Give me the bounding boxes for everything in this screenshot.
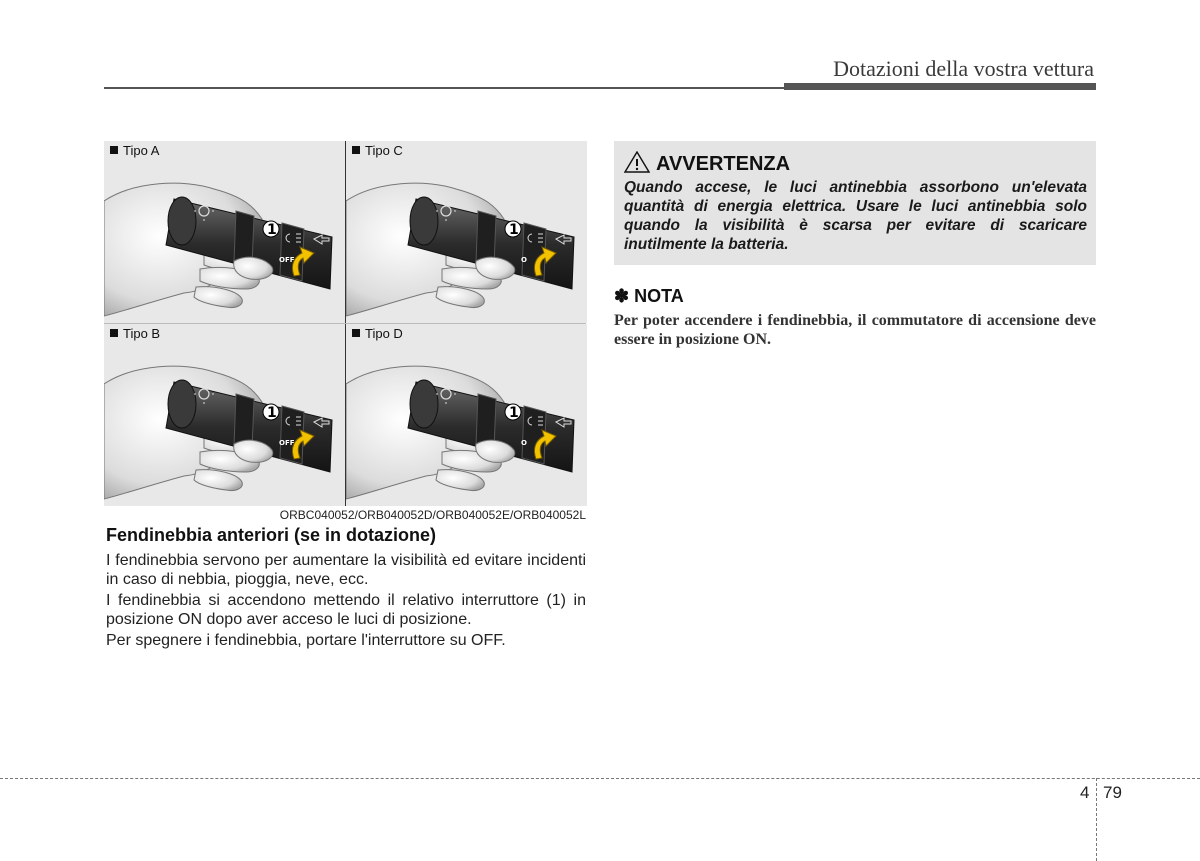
paragraph: I fendinebbia si accendono mettendo il relativo interruttore (1) in posizione ON dopo aver acceso le luci di posizione. — [106, 592, 586, 628]
panel-tipo-a — [104, 141, 345, 323]
warning-triangle-icon — [624, 151, 650, 173]
panel-label: Tipo A — [110, 143, 159, 158]
warning-title — [624, 151, 790, 176]
footer-divider — [0, 778, 1200, 779]
paragraph: Per spegnere i fendinebbia, portare l'interruttore su OFF. — [106, 632, 506, 649]
switch-mark-1: 1 — [509, 405, 519, 421]
header-rule-accent — [784, 83, 1096, 90]
page-chapter: 4 — [1080, 783, 1090, 802]
hand-stalk-illustration — [104, 324, 345, 506]
warning-title-text: AVVERTENZA — [656, 153, 791, 175]
switch-mark-o: O — [521, 256, 527, 264]
note-text: Per poter accendere i fendinebbia, il commutatore di accensione deve essere in posizione ON. — [614, 312, 1096, 348]
hand-stalk-illustration — [346, 324, 587, 506]
switch-mark-1: 1 — [509, 222, 519, 238]
panel-label: Tipo D — [352, 326, 403, 341]
paragraph: I fendinebbia servono per aumentare la visibilità ed evitare incidenti in caso di nebbia, pioggia, neve, ecc. — [106, 552, 586, 588]
panel-tipo-b — [104, 324, 345, 506]
hand-stalk-illustration — [104, 141, 345, 323]
panel-label: Tipo C — [352, 143, 403, 158]
warning-box — [614, 141, 1096, 265]
header-title: Dotazioni della vostra vettura — [833, 56, 1094, 81]
page-number: 79 — [1103, 783, 1122, 802]
switch-mark-off: OFF — [279, 256, 295, 264]
figure-code: ORBC040052/ORB040052D/ORB040052E/ORB040052L — [279, 508, 586, 522]
switch-mark-off: OFF — [279, 439, 295, 447]
section-heading: Fendinebbia anteriori (se in dotazione) — [106, 525, 437, 545]
hand-stalk-illustration — [346, 141, 587, 323]
panel-tipo-c — [346, 141, 587, 323]
note-heading: ✽ NOTA — [614, 286, 684, 306]
footer-divider-vertical — [1096, 778, 1097, 861]
switch-mark-o: O — [521, 439, 527, 447]
panel-label: Tipo B — [110, 326, 160, 341]
panel-tipo-d — [346, 324, 587, 506]
switch-mark-1: 1 — [267, 405, 277, 421]
switch-mark-1: 1 — [267, 222, 277, 238]
warning-text: Quando accese, le luci antinebbia assorbono un'elevata quantità di energia elettrica. Usare le luci antinebbia solo quando la visibilità è scarsa per evitare di scaricare inutilmente la batteria. — [624, 179, 1087, 253]
panel-divider-horizontal — [104, 323, 586, 324]
figure-stalk-illustrations — [104, 141, 586, 506]
